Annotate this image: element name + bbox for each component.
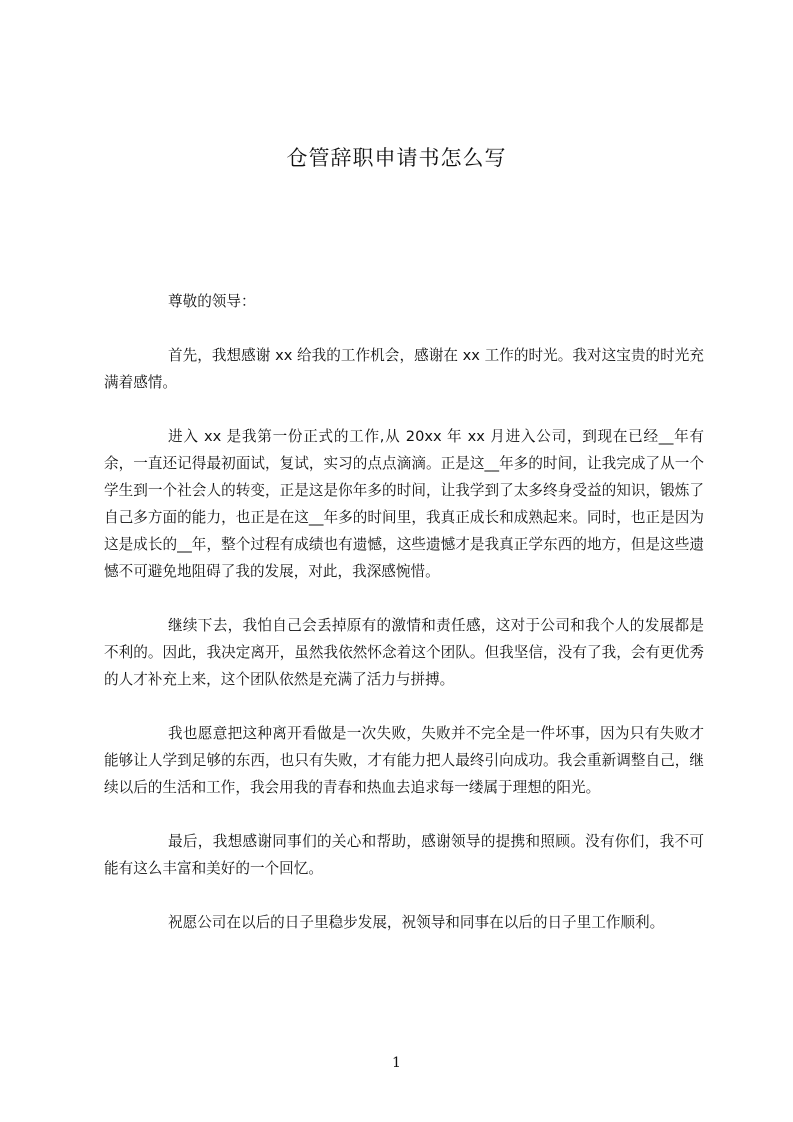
closing-wishes: 祝愿公司在以后的日子里稳步发展，祝领导和同事在以后的日子里工作顺利。 xyxy=(168,914,665,931)
letter-body xyxy=(104,288,704,936)
paragraph-experience: 进入 xx 是我第一份正式的工作,从 20xx 年 xx 月进入公司，到现在已经__年有余，一直还记得最初面试，复试，实习的点点滴滴。正是这__年多的时间，让我完成了从一个学生到一个社会人的转变，正是这是你年多的时间，让我学到了太多终身受益的知识，锻炼了自己多方面的能力，也正是在这__年多的时间里，我真正成长和成熟起来。同时，也正是因为这是成长的__年，整个过程有成绩也有遗憾，这些遗憾才是我真正学东西的地方，但是这些遗憾不可避免地阻碍了我的发展，对此，我深感惋惜。 xyxy=(104,428,704,580)
paragraph-reflection: 我也愿意把这种离开看做是一次失败，失败并不完全是一件坏事，因为只有失败才能够让人学到足够的东西，也只有失败，才有能力把人最终引向成功。我会重新调整自己，继续以后的生活和工作，我会用我的青春和热血去追求每一缕属于理想的阳光。 xyxy=(104,725,704,796)
page-number: 1 xyxy=(392,1055,401,1071)
document-title: 仓管辞职申请书怎么写 xyxy=(286,146,507,170)
paragraph-gratitude: 最后，我想感谢同事们的关心和帮助，感谢领导的提携和照顾。没有你们，我不可能有这么丰富和美好的一个回忆。 xyxy=(104,833,704,877)
salutation: 尊敬的领导： xyxy=(168,293,256,310)
paragraph-thanks: 首先，我想感谢 xx 给我的工作机会，感谢在 xx 工作的时光。我对这宝贵的时光充满着感情。 xyxy=(104,347,704,391)
paragraph-decision: 继续下去，我怕自己会丢掉原有的激情和责任感，这对于公司和我个人的发展都是不利的。因此，我决定离开，虽然我依然怀念着这个团队。但我坚信，没有了我，会有更优秀的人才补充上来，这个团队依然是充满了活力与拼搏。 xyxy=(104,617,704,688)
